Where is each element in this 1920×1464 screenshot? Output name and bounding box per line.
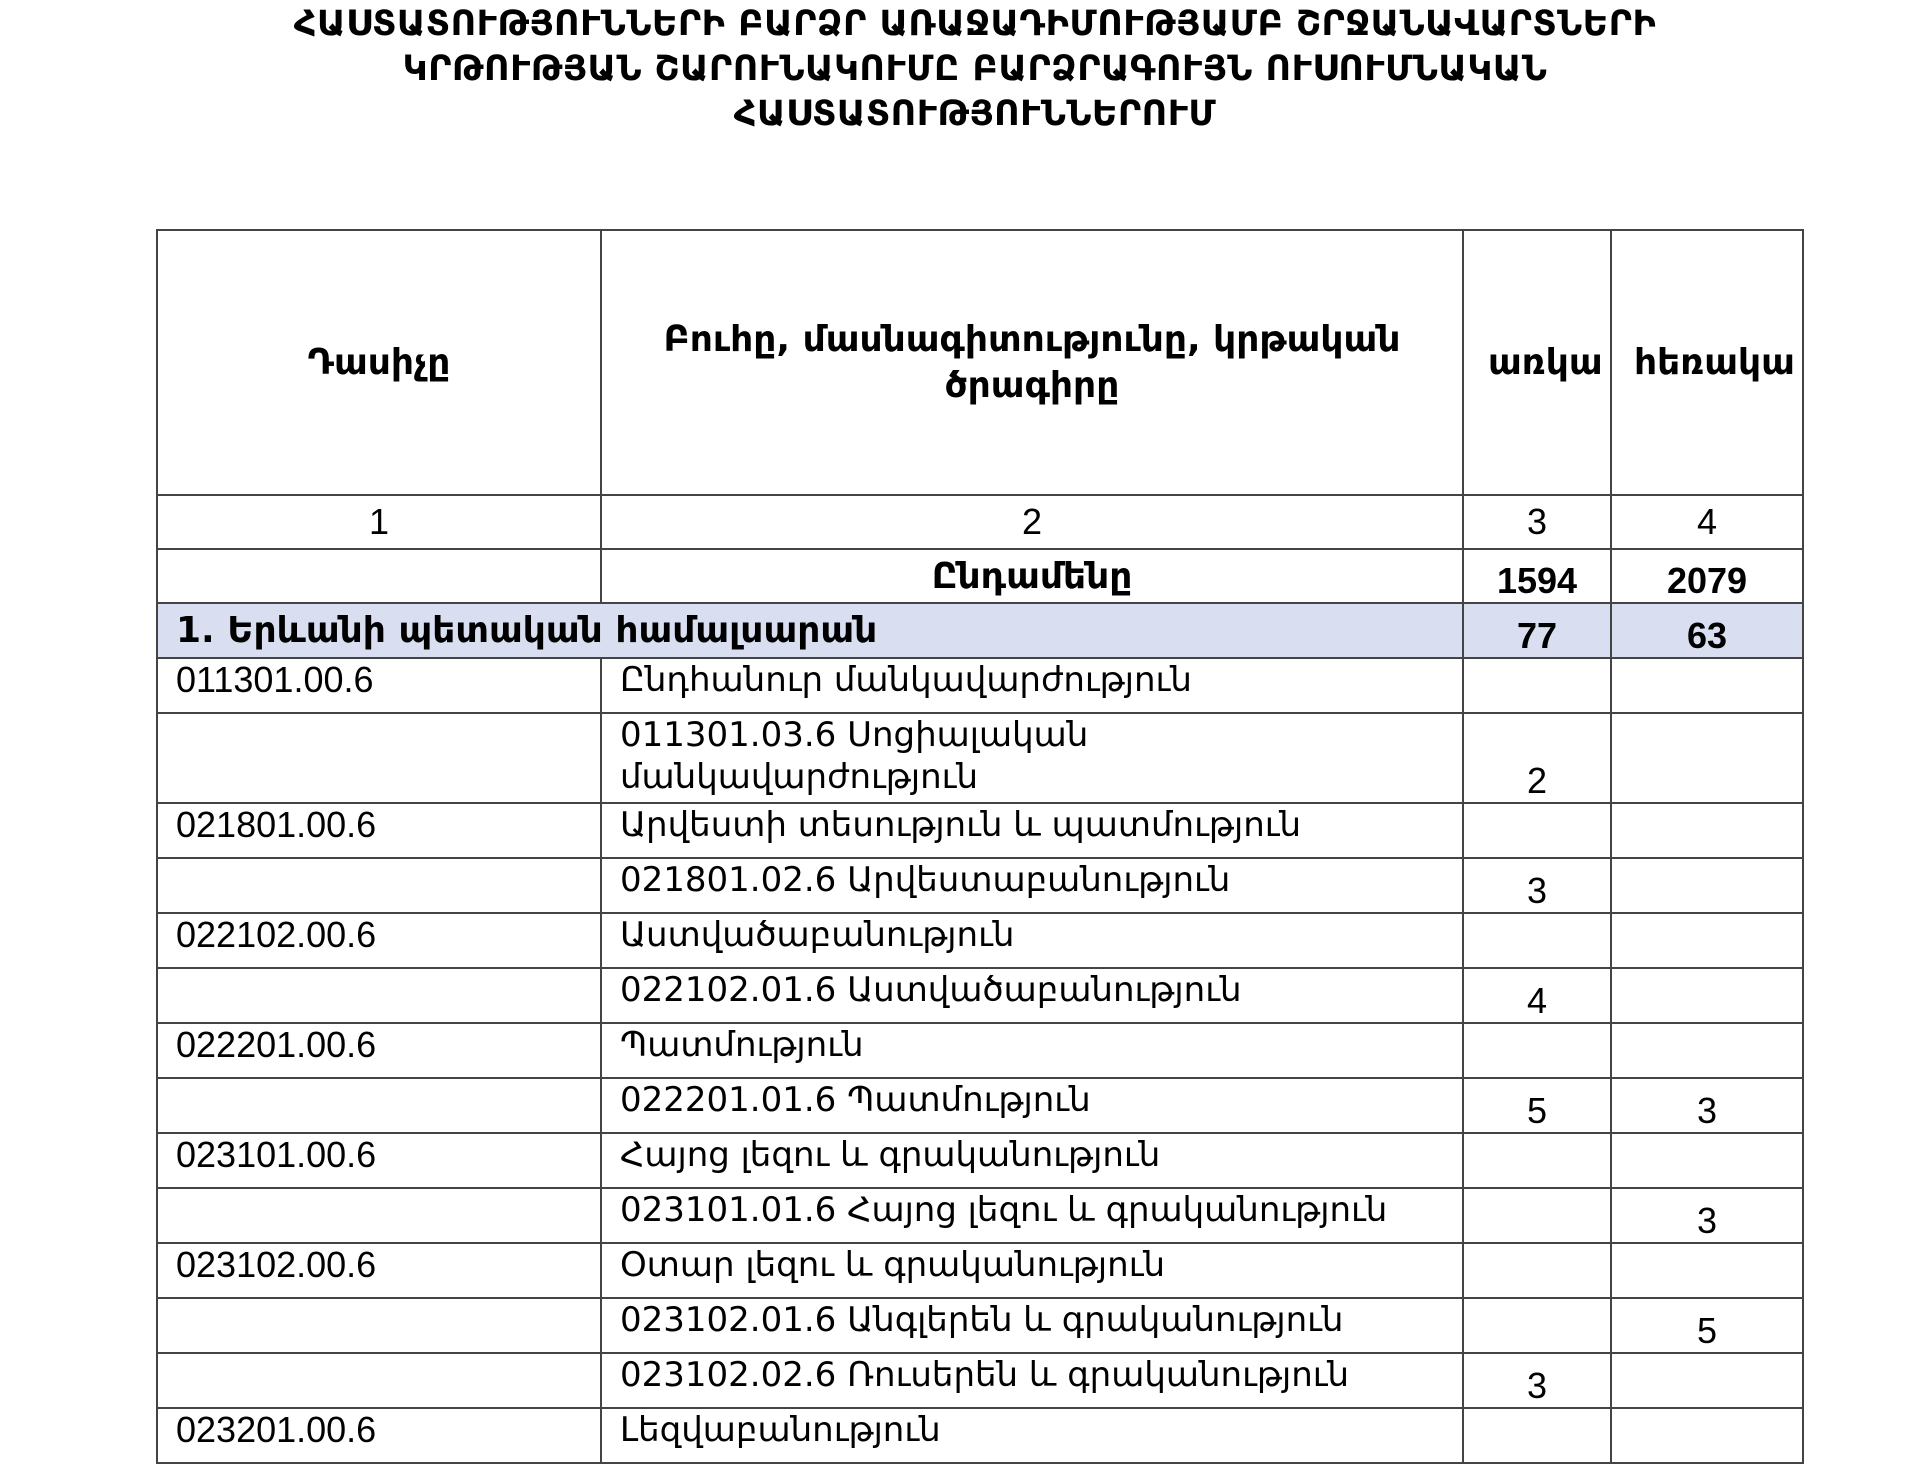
table-row [157,913,1803,968]
table-row [157,1078,1803,1133]
row-fulltime: 3 [1463,858,1611,913]
table-header-row [157,230,1803,495]
header-fulltime: առկա [1463,230,1611,495]
university-name: 1. Երևանի պետական համալսարան [157,603,1463,658]
table-row [157,1023,1803,1078]
row-name: Արվեստի տեսություն և պատմություն [601,803,1463,858]
row-fulltime [1463,1188,1611,1243]
row-name: 023101.01.6 Հայոց լեզու և գրականություն [601,1188,1463,1243]
row-code [157,1298,601,1353]
row-code [157,1353,601,1408]
row-fulltime [1463,1243,1611,1298]
row-name: 011301.03.6 Սոցիալական մանկավարժություն [601,713,1463,803]
row-distance [1611,1133,1803,1188]
row-fulltime [1463,803,1611,858]
row-fulltime: 4 [1463,968,1611,1023]
row-fulltime: 2 [1463,713,1611,803]
table-row [157,968,1803,1023]
total-label: Ընդամենը [601,549,1463,603]
row-fulltime [1463,1408,1611,1463]
row-distance [1611,658,1803,713]
row-code: 023101.00.6 [157,1133,601,1188]
row-distance [1611,1243,1803,1298]
row-name: 023102.01.6 Անգլերեն և գրականություն [601,1298,1463,1353]
column-number: 4 [1611,495,1803,549]
table-row [157,1298,1803,1353]
document-title [0,2,1920,137]
row-code [157,1188,601,1243]
total-fulltime: 1594 [1463,549,1611,603]
row-name: 023102.02.6 Ռուսերեն և գրականություն [601,1353,1463,1408]
column-number: 1 [157,495,601,549]
row-fulltime [1463,913,1611,968]
row-fulltime [1463,1133,1611,1188]
university-fulltime: 77 [1463,603,1611,658]
row-name: 022201.01.6 Պատմություն [601,1078,1463,1133]
admissions-table [156,229,1804,1464]
table-row [157,1188,1803,1243]
row-distance [1611,913,1803,968]
table-row [157,713,1803,803]
row-name: Պատմություն [601,1023,1463,1078]
row-fulltime [1463,1023,1611,1078]
row-distance: 5 [1611,1298,1803,1353]
row-code: 011301.00.6 [157,658,601,713]
total-distance: 2079 [1611,549,1803,603]
row-code: 022201.00.6 [157,1023,601,1078]
row-name: Աստվածաբանություն [601,913,1463,968]
row-code: 023201.00.6 [157,1408,601,1463]
row-name: 021801.02.6 Արվեստաբանություն [601,858,1463,913]
university-row [157,603,1803,658]
row-code [157,713,601,803]
header-distance: հեռակա [1611,230,1803,495]
title-line: ՀԱՍՏԱՏՈՒԹՅՈՒՆՆԵՐԻ ԲԱՐՁՐ ԱՌԱՋԱԴԻՄՈՒԹՅԱՄԲ ՇՐՋԱՆԱՎԱՐՏՆԵՐԻ [293,4,1657,44]
row-fulltime: 5 [1463,1078,1611,1133]
title-line: ԿՐԹՈՒԹՅԱՆ ՇԱՐՈՒՆԱԿՈՒՄԸ ԲԱՐՁՐԱԳՈՒՅՆ ՈՒՍՈՒՄՆԱԿԱՆ [402,49,1548,89]
total-code-cell [157,549,601,603]
row-distance [1611,858,1803,913]
table-row [157,658,1803,713]
row-name: 022102.01.6 Աստվածաբանություն [601,968,1463,1023]
table-row [157,1408,1803,1463]
row-distance [1611,1353,1803,1408]
table-row [157,858,1803,913]
row-fulltime [1463,658,1611,713]
row-name: Ընդհանուր մանկավարժություն [601,658,1463,713]
row-code [157,968,601,1023]
table-row [157,1353,1803,1408]
row-distance [1611,968,1803,1023]
row-code: 023102.00.6 [157,1243,601,1298]
row-distance [1611,1023,1803,1078]
column-number: 2 [601,495,1463,549]
row-fulltime [1463,1298,1611,1353]
total-row [157,549,1803,603]
university-distance: 63 [1611,603,1803,658]
title-line: ՀԱՍՏԱՏՈՒԹՅՈՒՆՆԵՐՈՒՄ [733,94,1217,134]
row-distance: 3 [1611,1078,1803,1133]
row-distance [1611,1408,1803,1463]
row-code [157,858,601,913]
row-code: 022102.00.6 [157,913,601,968]
column-number: 3 [1463,495,1611,549]
header-program: Բուհը, մասնագիտությունը, կրթական ծրագիրը [601,230,1463,495]
row-distance: 3 [1611,1188,1803,1243]
row-distance [1611,713,1803,803]
row-code: 021801.00.6 [157,803,601,858]
row-fulltime: 3 [1463,1353,1611,1408]
column-number-row [157,495,1803,549]
row-name: Օտար լեզու և գրականություն [601,1243,1463,1298]
table-row [157,1133,1803,1188]
row-distance [1611,803,1803,858]
table-row [157,1243,1803,1298]
row-name: Հայոց լեզու և գրականություն [601,1133,1463,1188]
table-row [157,803,1803,858]
header-code: Դասիչը [157,230,601,495]
row-code [157,1078,601,1133]
row-name: Լեզվաբանություն [601,1408,1463,1463]
